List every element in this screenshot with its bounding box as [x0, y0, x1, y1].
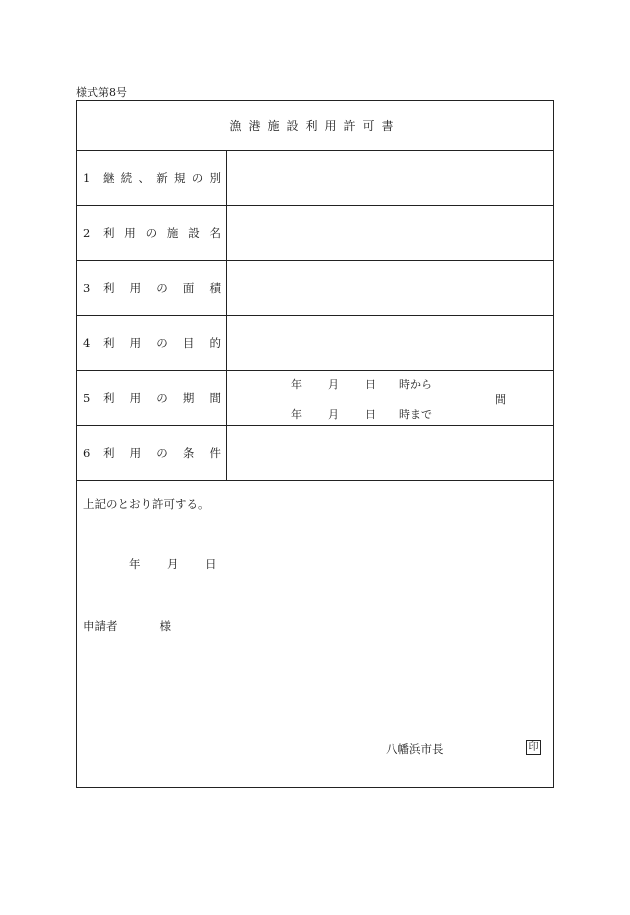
label-char: 続 — [120, 171, 133, 185]
period-start-month: 月 — [328, 378, 339, 391]
label-char: 別 — [209, 171, 221, 185]
date-year: 年 — [129, 557, 141, 571]
row-label — [77, 151, 227, 205]
period-duration: 間 — [495, 393, 506, 406]
label-char: 的 — [209, 336, 221, 350]
label-char: 面 — [182, 281, 195, 295]
date-month: 月 — [167, 557, 179, 571]
row-number: 2 — [83, 226, 91, 240]
row-number: 3 — [83, 281, 91, 295]
label-char: 利 — [103, 391, 115, 405]
permit-date — [129, 556, 243, 572]
title-char: 港 — [248, 119, 268, 133]
title-char: 利 — [305, 119, 325, 133]
row-conditions — [77, 426, 553, 481]
label-char: 規 — [174, 171, 186, 185]
period-end — [291, 406, 432, 422]
row-continuation-or-new — [77, 151, 553, 206]
value-field-area[interactable] — [227, 261, 553, 315]
row-label — [77, 371, 227, 425]
row-number: 1 — [83, 171, 91, 185]
row-number: 5 — [83, 391, 91, 405]
value-field-conditions[interactable] — [227, 426, 553, 480]
label-char: 名 — [209, 226, 221, 240]
row-label — [77, 426, 227, 480]
value-field-facility-name[interactable] — [227, 206, 553, 260]
label-char: 期 — [182, 391, 195, 405]
label-char: 用 — [129, 281, 142, 295]
label-char: 用 — [129, 446, 142, 460]
label-char: 、 — [138, 171, 150, 185]
label-char: 利 — [103, 336, 115, 350]
label-char: 継 — [103, 171, 115, 185]
label-char: 積 — [209, 281, 221, 295]
label-char: 用 — [129, 336, 142, 350]
row-facility-name — [77, 206, 553, 261]
label-char: 利 — [103, 446, 115, 460]
period-end-hour: 時まで — [399, 408, 432, 421]
period-end-month: 月 — [328, 408, 339, 421]
applicant-label: 申請者 — [83, 619, 118, 633]
label-char: 間 — [209, 391, 221, 405]
row-area — [77, 261, 553, 316]
period-end-year: 年 — [291, 408, 302, 421]
label-char: 新 — [156, 171, 168, 185]
issuer-title: 八幡浜市長 — [386, 742, 444, 756]
row-purpose — [77, 316, 553, 371]
label-char: 設 — [188, 226, 200, 240]
date-day: 日 — [205, 557, 217, 571]
row-period — [77, 371, 553, 426]
label-char: 用 — [124, 226, 136, 240]
form-title — [77, 101, 553, 151]
label-char: 施 — [166, 226, 179, 240]
label-char: 条 — [182, 446, 195, 460]
permit-form — [76, 100, 554, 788]
period-start — [291, 376, 432, 392]
applicant-honorific: 様 — [159, 619, 171, 633]
period-start-year: 年 — [291, 378, 302, 391]
value-field-period[interactable] — [227, 371, 553, 425]
row-number: 4 — [83, 336, 91, 350]
row-label — [77, 261, 227, 315]
period-start-hour: 時から — [399, 378, 432, 391]
label-char: 目 — [182, 336, 195, 350]
title-char: 設 — [286, 119, 306, 133]
row-label — [77, 316, 227, 370]
title-char: 書 — [381, 119, 401, 133]
form-number: 様式第8号 — [76, 86, 127, 99]
title-char: 用 — [324, 119, 344, 133]
title-char: 施 — [267, 119, 287, 133]
seal-mark: 印 — [526, 740, 541, 755]
value-field-purpose[interactable] — [227, 316, 553, 370]
row-label — [77, 206, 227, 260]
title-char: 漁 — [229, 119, 249, 133]
label-char: 利 — [103, 226, 115, 240]
title-char: 可 — [362, 119, 382, 133]
label-char: の — [191, 171, 204, 185]
label-char: 件 — [209, 446, 221, 460]
label-char: の — [156, 391, 168, 405]
row-number: 6 — [83, 446, 91, 460]
permit-statement: 上記のとおり許可する。 — [83, 497, 210, 511]
value-field-continuation[interactable] — [227, 151, 553, 205]
label-char: の — [145, 226, 158, 240]
period-end-day: 日 — [365, 408, 376, 421]
period-start-day: 日 — [365, 378, 376, 391]
applicant — [83, 618, 171, 634]
label-char: の — [156, 281, 168, 295]
label-char: 用 — [129, 391, 142, 405]
label-char: の — [156, 446, 168, 460]
title-char: 許 — [343, 119, 363, 133]
permit-section — [77, 479, 553, 789]
label-char: の — [156, 336, 168, 350]
label-char: 利 — [103, 281, 115, 295]
